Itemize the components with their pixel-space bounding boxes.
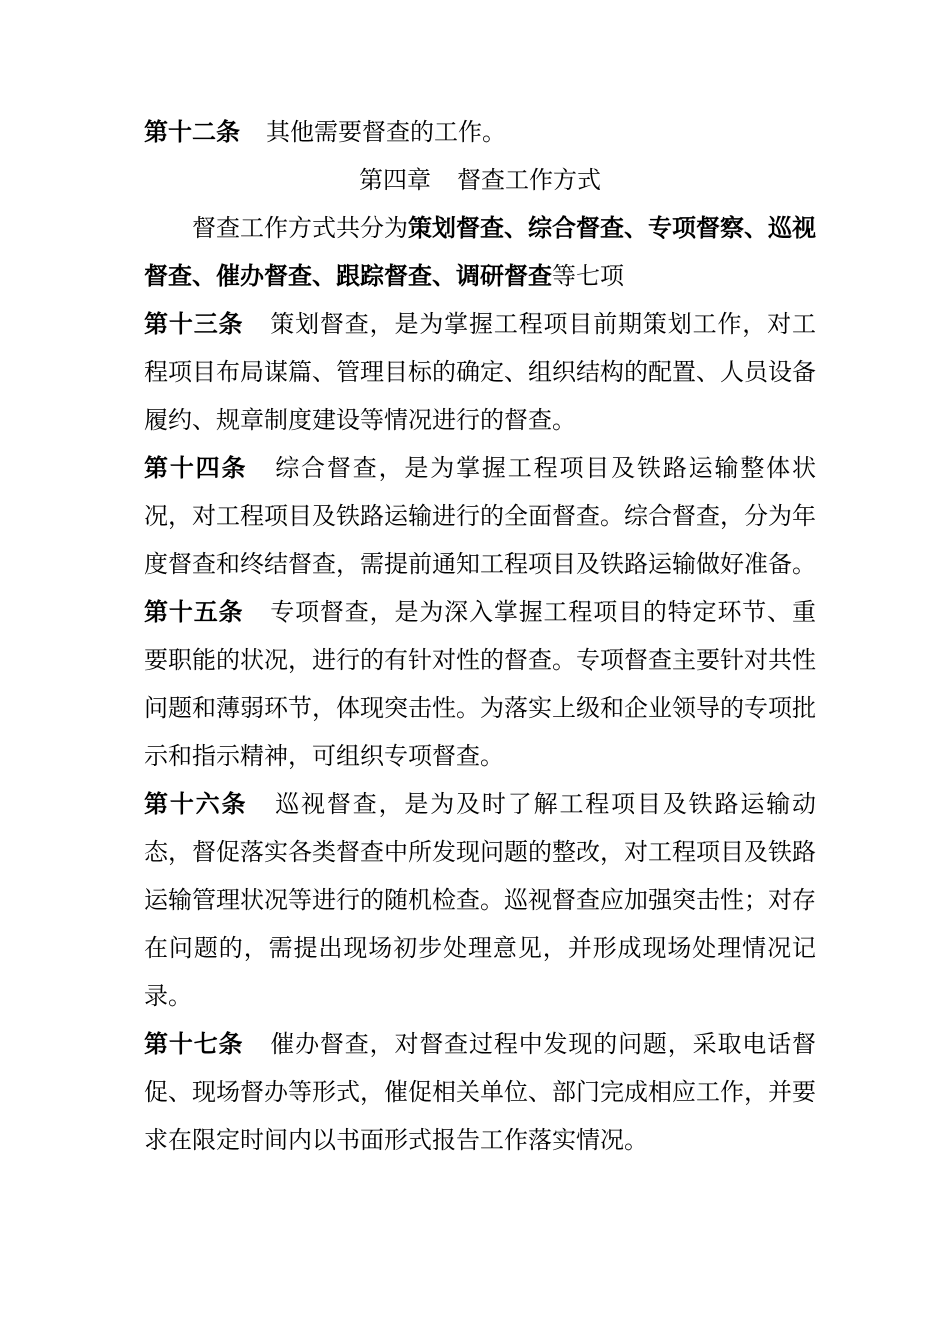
article-text: 其他需要督查的工作。 (266, 118, 506, 146)
article-12 (144, 108, 816, 156)
article-text: 策划督查，是为掌握工程项目前期策划工作，对工程项目布局谋篇、管理目标的确定、组织结构的配置、人员设备履约、规章制度建设等情况进行的督查。 (144, 310, 817, 434)
article-number: 第十五条 (144, 598, 244, 626)
article-text: 综合督查，是为掌握工程项目及铁路运输整体状况，对工程项目及铁路运输进行的全面督查。综合督查，分为年度督查和终结督查，需提前通知工程项目及铁路运输做好准备。 (144, 454, 817, 578)
article-13 (144, 300, 816, 444)
separator: 、 (504, 214, 528, 242)
separator: 、 (624, 214, 648, 242)
separator: 、 (432, 262, 456, 290)
type-2: 综合督查 (528, 214, 624, 242)
intro-suffix: 等七项 (552, 262, 624, 290)
article-text: 催办督查，对督查过程中发现的问题，采取电话督促、现场督办等形式，催促相关单位、部门完成相应工作，并要求在限定时间内以书面形式报告工作落实情况。 (144, 1030, 817, 1154)
article-16 (144, 780, 816, 1020)
type-1: 策划督查 (408, 214, 504, 242)
type-3: 专项督察 (648, 214, 744, 242)
article-15 (144, 588, 816, 780)
chapter-number: 第四章 (359, 166, 431, 194)
article-14 (144, 444, 816, 588)
chapter-intro (144, 204, 816, 300)
type-7: 调研督查 (456, 262, 552, 290)
article-number: 第十六条 (144, 790, 248, 818)
article-number: 第十二条 (144, 118, 240, 146)
chapter-title: 督查工作方式 (457, 166, 601, 194)
chapter-heading (144, 156, 816, 204)
article-17 (144, 1020, 816, 1164)
type-5: 催办督查 (216, 262, 312, 290)
separator: 、 (744, 214, 768, 242)
document-page (144, 108, 816, 1164)
article-number: 第十四条 (144, 454, 248, 482)
separator: 、 (192, 262, 216, 290)
type-6: 跟踪督查 (336, 262, 432, 290)
article-text: 巡视督查，是为及时了解工程项目及铁路运输动态，督促落实各类督查中所发现问题的整改，对工程项目及铁路运输管理状况等进行的随机检查。巡视督查应加强突击性；对存在问题的，需提出现场初步处理意见，并形成现场处理情况记录。 (144, 790, 817, 1010)
type-4: 巡视督查 (144, 214, 816, 290)
article-text: 专项督查，是为深入掌握工程项目的特定环节、重要职能的状况，进行的有针对性的督查。专项督查主要针对共性问题和薄弱环节，体现突击性。为落实上级和企业领导的专项批示和指示精神，可组织专项督查。 (144, 598, 817, 770)
article-number: 第十三条 (144, 310, 244, 338)
intro-prefix: 督查工作方式共分为 (192, 214, 408, 242)
separator: 、 (312, 262, 336, 290)
article-number: 第十七条 (144, 1030, 244, 1058)
